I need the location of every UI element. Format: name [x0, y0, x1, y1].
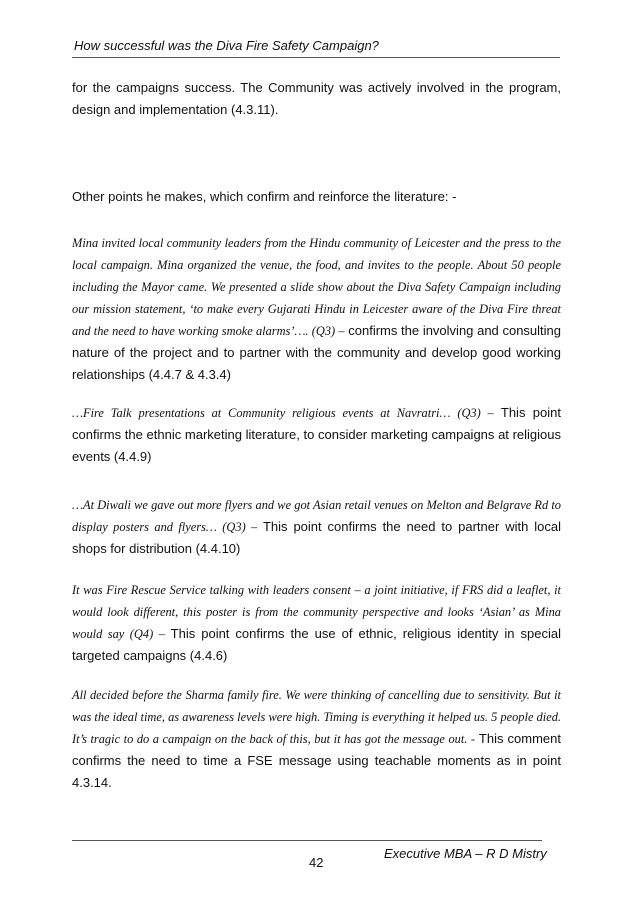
quote-paragraph-5 [72, 684, 561, 794]
comment-text: This comment confirms the need to time a FSE message using teachable moments as in point 4.3.14. [72, 731, 561, 790]
quote-text: …Fire Talk presentations at Community religious events at Navratri… (Q3) – [72, 406, 494, 420]
running-footer: Executive MBA – R D Mistry [384, 846, 547, 861]
quote-paragraph-1 [72, 232, 561, 386]
quote-text: It was Fire Rescue Service talking with leaders consent – a joint initiative, if FRS did a leaflet, it would look different, this poster is from the community perspective and looks ‘Asian’ as Mina would say (Q4) – [72, 583, 561, 641]
quote-paragraph-2 [72, 402, 561, 468]
quote-text: …At Diwali we gave out more flyers and we got Asian retail venues on Melton and Belgrave Rd to display posters and flyers… (Q3) – [72, 498, 561, 534]
lead-paragraph: Other points he makes, which confirm and reinforce the literature: - [72, 189, 457, 204]
comment-text: confirms the involving and consulting nature of the project and to partner with the community and develop good working relationships (4.4.7 & 4.3.4) [72, 323, 562, 382]
footer-divider [72, 840, 542, 841]
quote-text: All decided before the Sharma family fire. We were thinking of cancelling due to sensitivity. But it was the ideal time, as awareness levels were high. Timing is everything it helped us. 5 people died. It’s tragic to do a campaign on the back of this, but it has got the message out. - [72, 688, 561, 746]
comment-text: This point confirms the ethnic marketing literature, to consider marketing campaigns at religious events (4.4.9) [72, 405, 561, 464]
page-number: 42 [309, 855, 324, 870]
comment-text: This point confirms the use of ethnic, religious identity in special targeted campaigns (4.4.6) [72, 626, 561, 663]
comment-text: This point confirms the need to partner with local shops for distribution (4.4.10) [72, 519, 561, 556]
intro-paragraph: for the campaigns success. The Community was actively involved in the program, design and implementation (4.3.11). [72, 80, 561, 117]
quote-paragraph-3 [72, 494, 561, 560]
quote-paragraph-4 [72, 579, 561, 667]
running-header: How successful was the Diva Fire Safety Campaign? [74, 38, 379, 53]
header-divider [72, 57, 560, 58]
quote-text: Mina invited local community leaders from the Hindu community of Leicester and the press to the local campaign. Mina organized the venue, the food, and invites to the people. About 50 people including the Mayor came. We presented a slide show about the Diva Safety Campaign including our mission statement, ‘to make every Gujarati Hindu in Leicester aware of the Diva Fire threat and the need to have working smoke alarms’…. (Q3) – [72, 236, 561, 338]
